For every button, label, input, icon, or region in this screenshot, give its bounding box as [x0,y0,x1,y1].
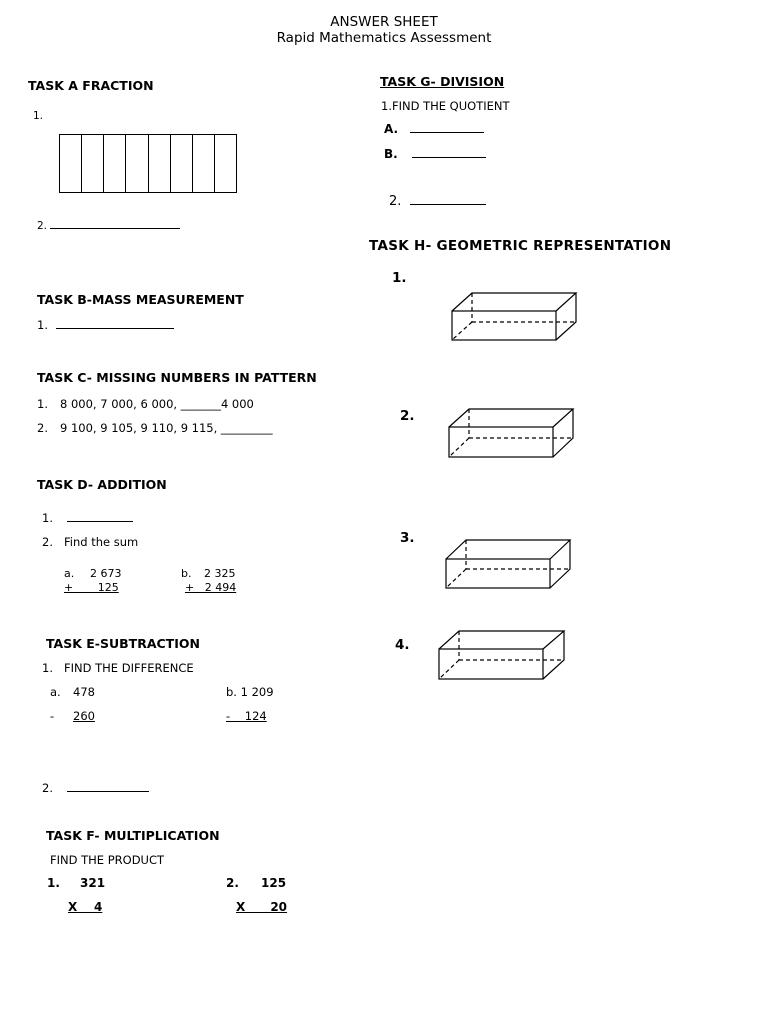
task-f-p2-number: 2. [226,876,239,890]
task-g-a-label: A. [384,122,399,136]
task-d-item-2-number: 2. [42,535,53,549]
task-b-item-1-number: 1. [37,318,48,332]
rectangular-prism-4 [437,629,566,681]
rectangular-prism-2 [447,407,575,459]
task-f-p2-top: 125 [261,876,287,890]
fraction-bar-part [193,135,215,192]
fraction-bar-part [215,135,236,192]
fraction-bar-part [104,135,126,192]
task-b-item-1 [37,318,174,332]
answer-blank[interactable] [50,218,180,229]
answer-sheet-title: ANSWER SHEET [330,14,438,30]
task-c-item-1-number: 1. [37,397,48,411]
task-g-item-1-text: 1.FIND THE QUOTIENT [381,99,510,113]
task-h-item-1-number: 1. [392,270,407,286]
task-d-item-1-number: 1. [42,511,53,525]
task-a-item-2 [37,218,180,232]
task-g-item-2-number: 2. [389,194,402,209]
task-d-b-top: 2 325 [204,567,236,580]
task-c-item-2-number: 2. [37,421,48,435]
task-g-a [384,122,484,136]
fraction-bar-part [149,135,171,192]
task-f-p1-bottom: X 4 [68,900,103,914]
task-e-item-2-number: 2. [42,781,53,795]
assessment-subtitle: Rapid Mathematics Assessment [276,30,492,46]
task-e-a-label: a. [50,685,61,699]
task-f-p2-bottom: X 20 [236,900,288,914]
task-a-heading: TASK A FRACTION [28,78,154,93]
task-g-b [384,147,486,161]
task-f-heading: TASK F- MULTIPLICATION [46,828,220,843]
task-f-instruction: FIND THE PRODUCT [50,853,165,867]
task-d-item-2-text: Find the sum [64,535,139,549]
task-h-heading: TASK H- GEOMETRIC REPRESENTATION [369,238,672,254]
task-e-b-bottom: - 124 [226,709,267,723]
task-d-a-bottom: + 125 [64,581,119,594]
task-c-heading: TASK C- MISSING NUMBERS IN PATTERN [37,370,317,385]
rectangular-prism-3 [444,538,572,590]
fraction-bar-part [82,135,104,192]
task-d-b-label: b. [181,567,192,580]
task-d-a-label: a. [64,567,75,580]
task-g-b-label: B. [384,147,398,161]
task-g-item-2 [389,194,486,209]
fraction-bar-part [171,135,193,192]
answer-blank[interactable] [410,194,486,205]
fraction-bar-diagram [59,134,237,193]
task-f-p1-number: 1. [47,876,60,890]
rectangular-prism-1 [450,291,578,343]
task-a-item-1-number: 1. [33,110,44,122]
task-b-heading: TASK B-MASS MEASUREMENT [37,292,244,307]
task-h-item-3-number: 3. [400,530,415,546]
task-g-heading: TASK G- DIVISION [380,74,505,89]
task-d-item-1 [42,511,133,525]
answer-blank[interactable] [67,781,149,792]
task-e-a-operator: - [50,709,55,723]
answer-blank[interactable] [410,122,484,133]
task-h-item-4-number: 4. [395,637,410,653]
task-c-item-1-text: 8 000, 7 000, 6 000, _______4 000 [60,397,254,411]
answer-blank[interactable] [56,318,174,329]
task-e-a-bottom: 260 [73,709,95,723]
task-d-b-bottom: + 2 494 [185,581,237,594]
task-f-p1-top: 321 [80,876,106,890]
task-a-item-2-number: 2. [37,220,48,232]
task-e-item-1-number: 1. [42,661,53,675]
fraction-bar-part [126,135,148,192]
task-e-heading: TASK E-SUBTRACTION [46,636,200,651]
answer-blank[interactable] [67,511,133,522]
answer-blank[interactable] [412,147,486,158]
task-c-item-2-text: 9 100, 9 105, 9 110, 9 115, _________ [60,421,273,435]
task-e-item-1-text: FIND THE DIFFERENCE [64,661,194,675]
task-e-item-2 [42,781,149,795]
task-e-b-top: b. 1 209 [226,685,274,699]
task-d-heading: TASK D- ADDITION [37,477,167,492]
task-e-a-top: 478 [73,685,95,699]
task-h-item-2-number: 2. [400,408,415,424]
task-d-a-top: 2 673 [90,567,122,580]
fraction-bar-part [60,135,82,192]
